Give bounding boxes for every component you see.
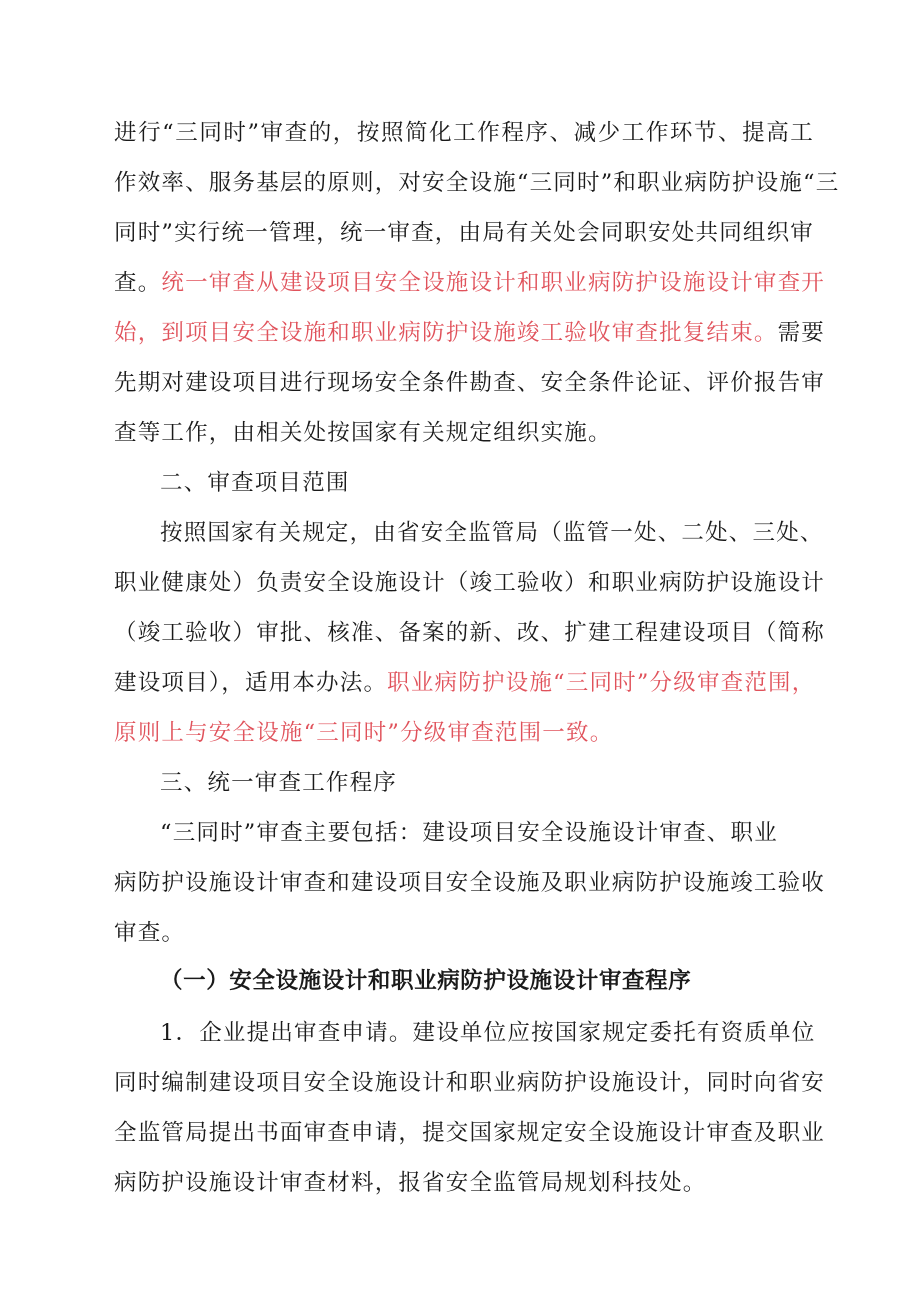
paragraph-line: 1．企业提出审查申请。建设单位应按国家规定委托有资质单位 [160, 1020, 816, 1046]
paragraph-line: 进行“三同时”审查的，按照简化工作程序、减少工作环节、提高工 [114, 120, 814, 146]
paragraph-line [114, 268, 826, 298]
paragraph-line: 同时”实行统一管理，统一审查，由局有关处会同职安处共同组织审 [114, 220, 815, 246]
paragraph-line: 审查。 [114, 920, 186, 946]
highlighted-text: 职业病防护设施“三同时”分级审查范围， [387, 670, 816, 696]
text-segment: 建设项目），适用本办法。 [114, 670, 388, 696]
paragraph-line: 病防护设施设计审查和建设项目安全设施及职业病防护设施竣工验收 [114, 870, 826, 896]
paragraph-line [114, 668, 814, 698]
paragraph-line: 作效率、服务基层的原则，对安全设施“三同时”和职业病防护设施“三 [114, 170, 840, 196]
paragraph-line: （竣工验收）审批、核准、备案的新、改、扩建工程建设项目（简称 [114, 620, 826, 646]
highlighted-text: 统一审查从建设项目安全设施设计和职业病防护设施设计审查开 [161, 270, 826, 296]
paragraph-line: 全监管局提出书面审查申请，提交国家规定安全设施设计审查及职业 [114, 1120, 826, 1146]
paragraph-line [114, 318, 826, 348]
paragraph-line: 先期对建设项目进行现场安全条件勘查、安全条件论证、评价报告审 [114, 370, 826, 396]
paragraph-line: “三同时”审查主要包括：建设项目安全设施设计审查、职业 [160, 820, 778, 846]
paragraph-line: 查等工作，由相关处按国家有关规定组织实施。 [114, 420, 612, 446]
paragraph-line: 职业健康处）负责安全设施设计（竣工验收）和职业病防护设施设计 [114, 570, 826, 596]
text-segment: 需要 [777, 320, 826, 346]
paragraph-line: 同时编制建设项目安全设施设计和职业病防护设施设计，同时向省安 [114, 1070, 826, 1096]
paragraph-line: 病防护设施设计审查材料，报省安全监管局规划科技处。 [114, 1170, 707, 1196]
highlighted-text: 原则上与安全设施“三同时”分级审查范围一致。 [114, 720, 614, 746]
highlighted-text: 始，到项目安全设施和职业病防护设施竣工验收审查批复结束。 [114, 320, 778, 346]
subsection-heading: （一）安全设施设计和职业病防护设施设计审查程序 [160, 968, 692, 994]
text-segment: 查。 [114, 270, 162, 296]
section-heading: 三、统一审查工作程序 [160, 770, 398, 796]
section-heading: 二、审查项目范围 [160, 470, 350, 496]
paragraph-line: 按照国家有关规定，由省安全监管局（监管一处、二处、三处、 [160, 520, 824, 546]
